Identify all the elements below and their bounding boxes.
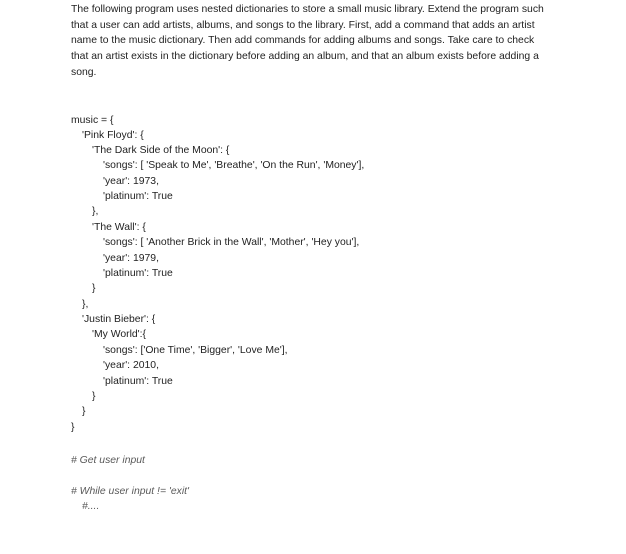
comment-get-input: # Get user input — [71, 455, 145, 466]
intro-line: The following program uses nested dictionaries to store a small music library. Extend the program such — [71, 4, 544, 15]
comment-ellipsis: #.... — [82, 501, 100, 512]
code-line: } — [82, 406, 86, 417]
code-line: 'songs': [ 'Speak to Me', 'Breathe', 'On the Run', 'Money'], — [103, 160, 365, 171]
code-line: 'platinum': True — [103, 191, 173, 202]
intro-line: song. — [71, 66, 97, 78]
code-line: 'The Wall': { — [92, 222, 146, 233]
code-line: 'year': 2010, — [103, 360, 159, 371]
comment-while-loop: # While user input != 'exit' — [71, 486, 190, 497]
code-line: 'year': 1973, — [103, 176, 159, 187]
code-line: 'Pink Floyd': { — [82, 130, 144, 141]
intro-line: that a user can add artists, albums, and songs to the library. First, add a command that adds an artist — [71, 19, 535, 31]
code-line: 'platinum': True — [103, 376, 173, 387]
intro-line: that an artist exists in the dictionary before adding an album, and that an album exists before adding a — [71, 51, 539, 63]
intro-line: name to the music dictionary. Then add commands for adding albums and songs. Take care to check — [71, 35, 535, 47]
code-line: 'platinum': True — [103, 268, 173, 279]
code-line: } — [71, 422, 75, 433]
code-line: 'year': 1979, — [103, 253, 159, 264]
code-line: music = { — [71, 115, 114, 126]
code-line: 'songs': ['One Time', 'Bigger', 'Love Me'], — [103, 345, 288, 356]
code-line: } — [92, 391, 96, 402]
code-line: } — [92, 283, 96, 294]
code-line: 'My World':{ — [92, 329, 147, 340]
code-line: 'Justin Bieber': { — [82, 314, 156, 325]
code-line: 'The Dark Side of the Moon': { — [92, 145, 230, 156]
code-line: }, — [82, 299, 89, 310]
code-line: }, — [92, 206, 99, 217]
code-line: 'songs': [ 'Another Brick in the Wall', 'Mother', 'Hey you'], — [103, 237, 360, 248]
